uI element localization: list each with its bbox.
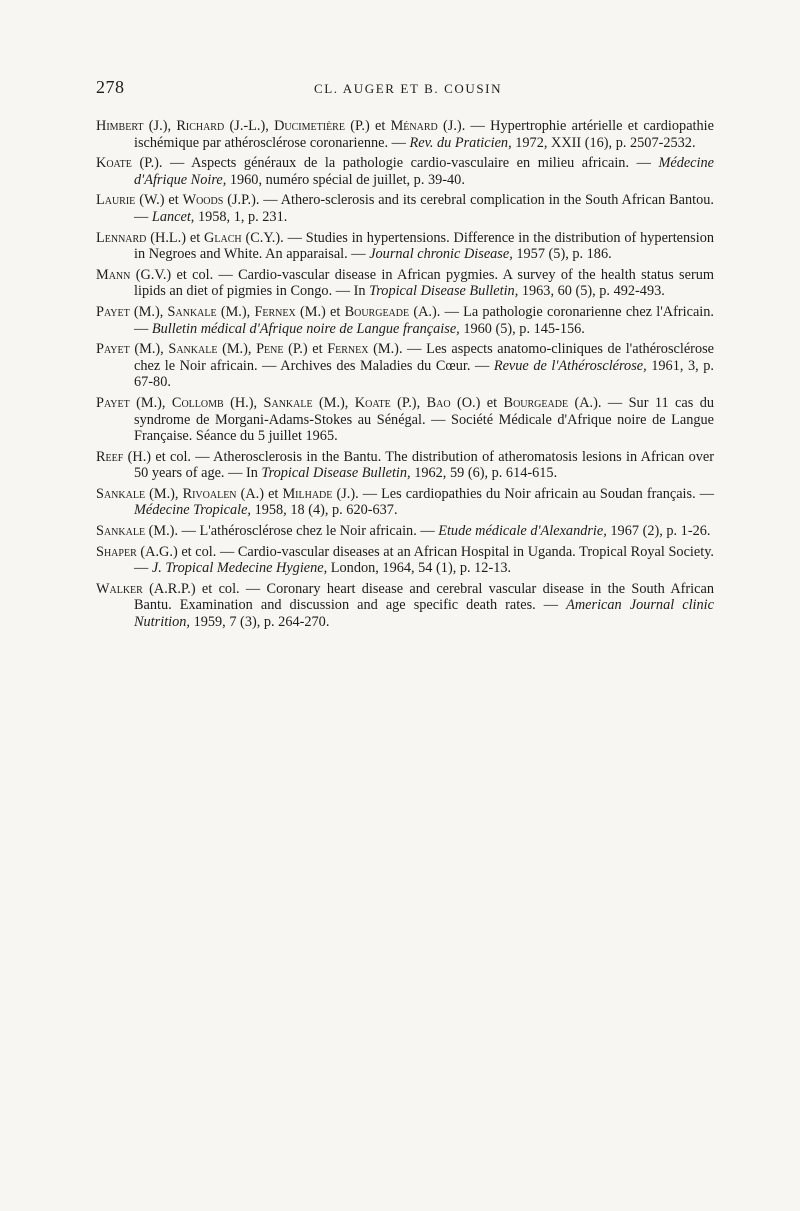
journal-title: American Journal clinic Nutrition, — [134, 597, 714, 631]
author-name: Glach — [204, 229, 242, 246]
reference-text: (M.), — [145, 485, 183, 502]
running-head: CL. AUGER ET B. COUSIN — [314, 81, 503, 96]
reference-text: (P.) et — [283, 341, 328, 358]
author-name: Koate — [96, 155, 132, 172]
page-number: 278 — [96, 77, 125, 97]
reference-text: (P.). — Aspects généraux de la pathologie cardio-vasculaire en milieu africain. — — [131, 155, 659, 172]
author-name: Ménard — [390, 118, 438, 134]
reference-entry — [96, 395, 714, 445]
author-name: Mann — [96, 266, 131, 283]
reference-text: (H.) et col. — Atherosclerosis in the Bantu. The distribution of atheromatosis lesions in African over 50 years of age. — In — [123, 448, 714, 482]
reference-text: (J.). — Hypertrophie artérielle et cardiopathie ischémique par athérosclérose coronarienne. — — [134, 118, 714, 151]
author-name: Sankale — [96, 485, 146, 502]
reference-text: (M.). — L'athérosclérose chez le Noir africain. — — [145, 523, 439, 540]
journal-title: Tropical Disease Bulletin, — [369, 283, 519, 300]
reference-text: (O.) et — [450, 394, 504, 411]
reference-text: (M.). — Les aspects anatomo-cliniques de l'athérosclérose chez le Noir africain. — Archives des Maladies du Cœur. — — [134, 341, 715, 374]
reference-details: 1962, 59 (6), p. 614-615. — [410, 465, 558, 482]
author-name: Sankale — [168, 341, 218, 358]
author-name: Rivoalen — [182, 485, 237, 502]
reference-entry — [96, 523, 714, 540]
reference-entry — [96, 341, 714, 391]
journal-title: Médecine d'Afrique Noire, — [134, 155, 714, 188]
author-name: Lennard — [96, 229, 147, 246]
reference-text: (W.) et — [135, 192, 183, 209]
reference-text: (J.-L.), — [224, 118, 275, 134]
reference-text: (P.) et — [344, 118, 391, 134]
author-name: Himbert — [96, 118, 144, 134]
reference-details: 1961, 3, p. 67-80. — [134, 357, 714, 391]
reference-entry — [96, 304, 714, 337]
journal-title: J. Tropical Medecine Hygiene, — [151, 560, 328, 577]
author-name: Bourgeade — [344, 303, 410, 320]
reference-entry — [96, 155, 714, 188]
journal-title: Journal chronic Disease, — [369, 246, 513, 263]
reference-text: (J.). — Les cardiopathies du Noir africain au Soudan français. — — [332, 485, 715, 502]
author-name: Koate — [354, 394, 391, 411]
author-name: Reef — [96, 448, 124, 465]
author-name: Laurie — [96, 192, 136, 209]
reference-details: 1960, numéro spécial de juillet, p. 39-40. — [226, 171, 465, 188]
author-name: Sankale — [167, 303, 217, 320]
reference-details: 1963, 60 (5), p. 492-493. — [518, 283, 665, 300]
reference-details: 1967 (2), p. 1-26. — [606, 523, 711, 540]
author-name: Bourgeade — [503, 394, 569, 411]
reference-entry — [96, 267, 714, 300]
reference-text: (P.), — [390, 394, 427, 411]
reference-text: (H.), — [223, 394, 264, 411]
reference-entry — [96, 118, 714, 151]
reference-text: (M.), — [216, 303, 255, 320]
reference-details: 1958, 1, p. 231. — [194, 208, 288, 225]
reference-details: London, 1964, 54 (1), p. 12-13. — [327, 560, 512, 577]
journal-title: Lancet, — [151, 208, 195, 225]
reference-text: (M.), — [129, 341, 169, 358]
reference-text: (A.). — La pathologie coronarienne chez l'Africain. — — [134, 303, 714, 337]
author-name: Sankale — [263, 394, 313, 411]
author-name: Fernex — [254, 303, 296, 320]
reference-details: 1960 (5), p. 145-156. — [459, 320, 585, 337]
author-name: Payet — [96, 303, 130, 320]
reference-details: 1958, 18 (4), p. 620-637. — [251, 502, 398, 519]
reference-text: (M.), — [217, 341, 257, 358]
journal-title: Bulletin médical d'Afrique noire de Langue française, — [151, 320, 460, 337]
reference-text: (A.R.P.) et col. — Coronary heart disease and cerebral vascular disease in the South African Bantu. Examination and discussion and age specific death rates. — — [134, 580, 714, 614]
author-name: Pene — [256, 341, 284, 358]
author-name: Sankale — [96, 523, 146, 540]
reference-text: (A.G.) et col. — Cardio-vascular diseases at an African Hospital in Uganda. Tropical Royal Society. — — [134, 543, 714, 577]
author-name: Fernex — [327, 341, 369, 358]
reference-text: (M.), — [129, 394, 172, 411]
journal-title: Etude médicale d'Alexandrie, — [438, 523, 607, 540]
reference-details: 1972, XXII (16), p. 2507-2532. — [511, 134, 696, 151]
reference-text: (A.). — Sur 11 cas du syndrome de Morgani-Adams-Stokes au Sénégal. — Société Médicale d'Afrique noire de Langue Française. Séance du 5 juillet 1965. — [134, 394, 715, 445]
journal-title: Médecine Tropicale, — [134, 502, 251, 519]
reference-text: (M.), — [129, 303, 168, 320]
author-name: Bao — [426, 394, 451, 411]
reference-entry — [96, 449, 714, 482]
page-header — [96, 77, 714, 101]
journal-title: Revue de l'Athérosclérose, — [493, 357, 647, 374]
author-name: Ducimetière — [274, 118, 345, 134]
reference-entry — [96, 544, 714, 577]
reference-text: (A.) et — [236, 485, 283, 502]
author-name: Shaper — [96, 543, 137, 560]
reference-text: (M.), — [312, 394, 355, 411]
reference-entry — [96, 230, 714, 263]
reference-entry — [96, 192, 714, 225]
reference-details: 1959, 7 (3), p. 264-270. — [190, 614, 330, 631]
reference-text: (J.P.). — Athero-sclerosis and its cerebral complication in the South African Bantou. — — [134, 192, 714, 225]
journal-title: Tropical Disease Bulletin, — [261, 465, 411, 482]
author-name: Collomb — [171, 394, 224, 411]
author-name: Payet — [96, 394, 130, 411]
journal-title: Rev. du Praticien, — [409, 134, 512, 151]
reference-text: (C.Y.). — Studies in hypertensions. Difference in the distribution of hypertension in Negroes and White. An apparaisal. — — [134, 229, 714, 263]
author-name: Walker — [96, 580, 143, 597]
reference-list — [96, 118, 714, 635]
reference-text: (G.V.) et col. — Cardio-vascular disease in African pygmies. A survey of the health status serum lipids an diet of pigmies in Congo. — In — [130, 266, 714, 300]
reference-text: (M.) et — [295, 303, 345, 320]
reference-text: (H.L.) et — [146, 229, 205, 246]
reference-details: 1957 (5), p. 186. — [512, 246, 612, 263]
reference-text: (J.), — [143, 118, 177, 134]
author-name: Woods — [182, 192, 224, 209]
reference-entry — [96, 581, 714, 631]
author-name: Payet — [96, 341, 130, 358]
author-name: Richard — [176, 118, 225, 134]
reference-entry — [96, 486, 714, 519]
author-name: Milhade — [282, 485, 333, 502]
